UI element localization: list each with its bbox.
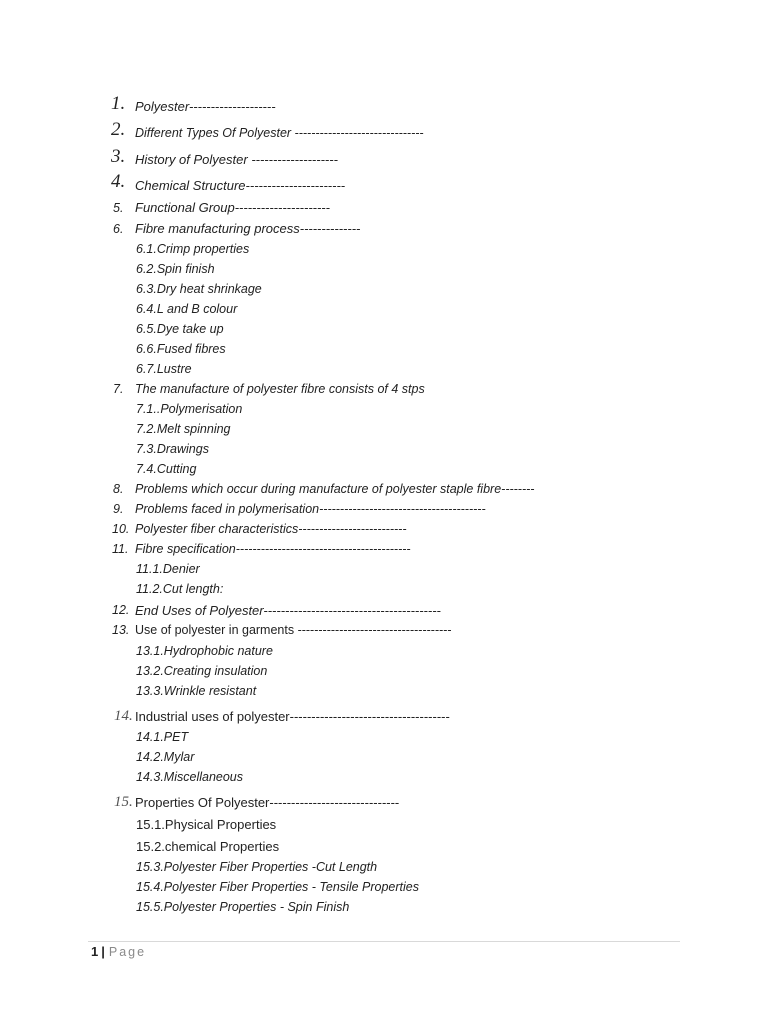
toc-text: 6.3.Dry heat shrinkage — [136, 282, 262, 296]
toc-number: 8. — [113, 482, 124, 496]
toc-text: 7.4.Cutting — [136, 462, 197, 476]
toc-text: The manufacture of polyester fibre consists of 4 stps — [135, 382, 425, 396]
toc-number: 1. — [111, 93, 126, 114]
toc-text: 15.5.Polyester Properties - Spin Finish — [136, 900, 350, 914]
toc-text: Use of polyester in garments ------------------------------------- — [135, 623, 452, 637]
footer-separator: | — [101, 944, 105, 959]
toc-text: 7.1..Polymerisation — [136, 402, 243, 416]
toc-text: 6.6.Fused fibres — [136, 342, 226, 356]
toc-text: Properties Of Polyester------------------------------ — [135, 795, 400, 810]
toc-number: 6. — [113, 222, 124, 236]
toc-text: Problems which occur during manufacture of polyester staple fibre-------- — [135, 482, 535, 496]
toc-number: 13. — [112, 623, 130, 637]
toc-number: 11. — [112, 542, 129, 556]
toc-text: 7.2.Melt spinning — [136, 422, 231, 436]
toc-text: 15.2.chemical Properties — [136, 839, 280, 854]
toc-text: End Uses of Polyester----------------------------------------- — [135, 603, 441, 618]
toc-text: 15.4.Polyester Fiber Properties - Tensile Properties — [136, 880, 420, 894]
toc-text: 11.1.Denier — [136, 562, 200, 576]
toc-number: 4. — [111, 171, 126, 192]
toc-text: 14.1.PET — [136, 730, 189, 744]
toc-text: 11.2.Cut length: — [136, 582, 224, 596]
toc-number: 12. — [112, 603, 130, 617]
page-footer — [91, 944, 146, 959]
toc-number: 3. — [111, 146, 126, 167]
toc-text: Industrial uses of polyester------------------------------------- — [135, 709, 450, 724]
toc-number: 10. — [112, 522, 130, 536]
toc-number: 14. — [114, 708, 133, 724]
toc-number: 9. — [113, 502, 124, 516]
toc-text: Fibre specification------------------------------------------ — [135, 542, 411, 556]
footer-divider — [88, 941, 680, 942]
toc-text: Fibre manufacturing process-------------- — [135, 221, 361, 236]
toc-text: 6.1.Crimp properties — [136, 242, 250, 256]
toc-number: 2. — [111, 119, 126, 140]
toc-text: 15.3.Polyester Fiber Properties -Cut Length — [136, 860, 378, 874]
toc-text: 13.2.Creating insulation — [136, 664, 268, 678]
page-number: 1 — [91, 944, 99, 959]
toc-number: 15. — [114, 794, 133, 810]
toc-text: 13.1.Hydrophobic nature — [136, 644, 273, 658]
toc-text: 13.3.Wrinkle resistant — [136, 684, 257, 698]
toc-text: 6.2.Spin finish — [136, 262, 215, 276]
toc-text: History of Polyester -------------------- — [135, 152, 338, 167]
toc-text: Functional Group---------------------- — [135, 200, 330, 215]
toc-text: 14.2.Mylar — [136, 750, 195, 764]
toc-text: Chemical Structure----------------------- — [135, 178, 346, 193]
toc-text: Problems faced in polymerisation---------------------------------------- — [135, 502, 486, 516]
toc-text: 6.4.L and B colour — [136, 302, 238, 316]
toc-text: 15.1.Physical Properties — [136, 817, 277, 832]
toc-text: Polyester-------------------- — [135, 99, 276, 114]
toc-text: 6.5.Dye take up — [136, 322, 224, 336]
toc-number: 5. — [113, 201, 124, 215]
toc-text: 7.3.Drawings — [136, 442, 209, 456]
toc-text: Different Types Of Polyester ------------------------------- — [135, 126, 424, 140]
page-label: Page — [108, 945, 147, 959]
toc-text: Polyester fiber characteristics-------------------------- — [135, 522, 407, 536]
toc-number: 7. — [113, 382, 124, 396]
toc-text: 6.7.Lustre — [136, 362, 192, 376]
toc-text: 14.3.Miscellaneous — [136, 770, 244, 784]
